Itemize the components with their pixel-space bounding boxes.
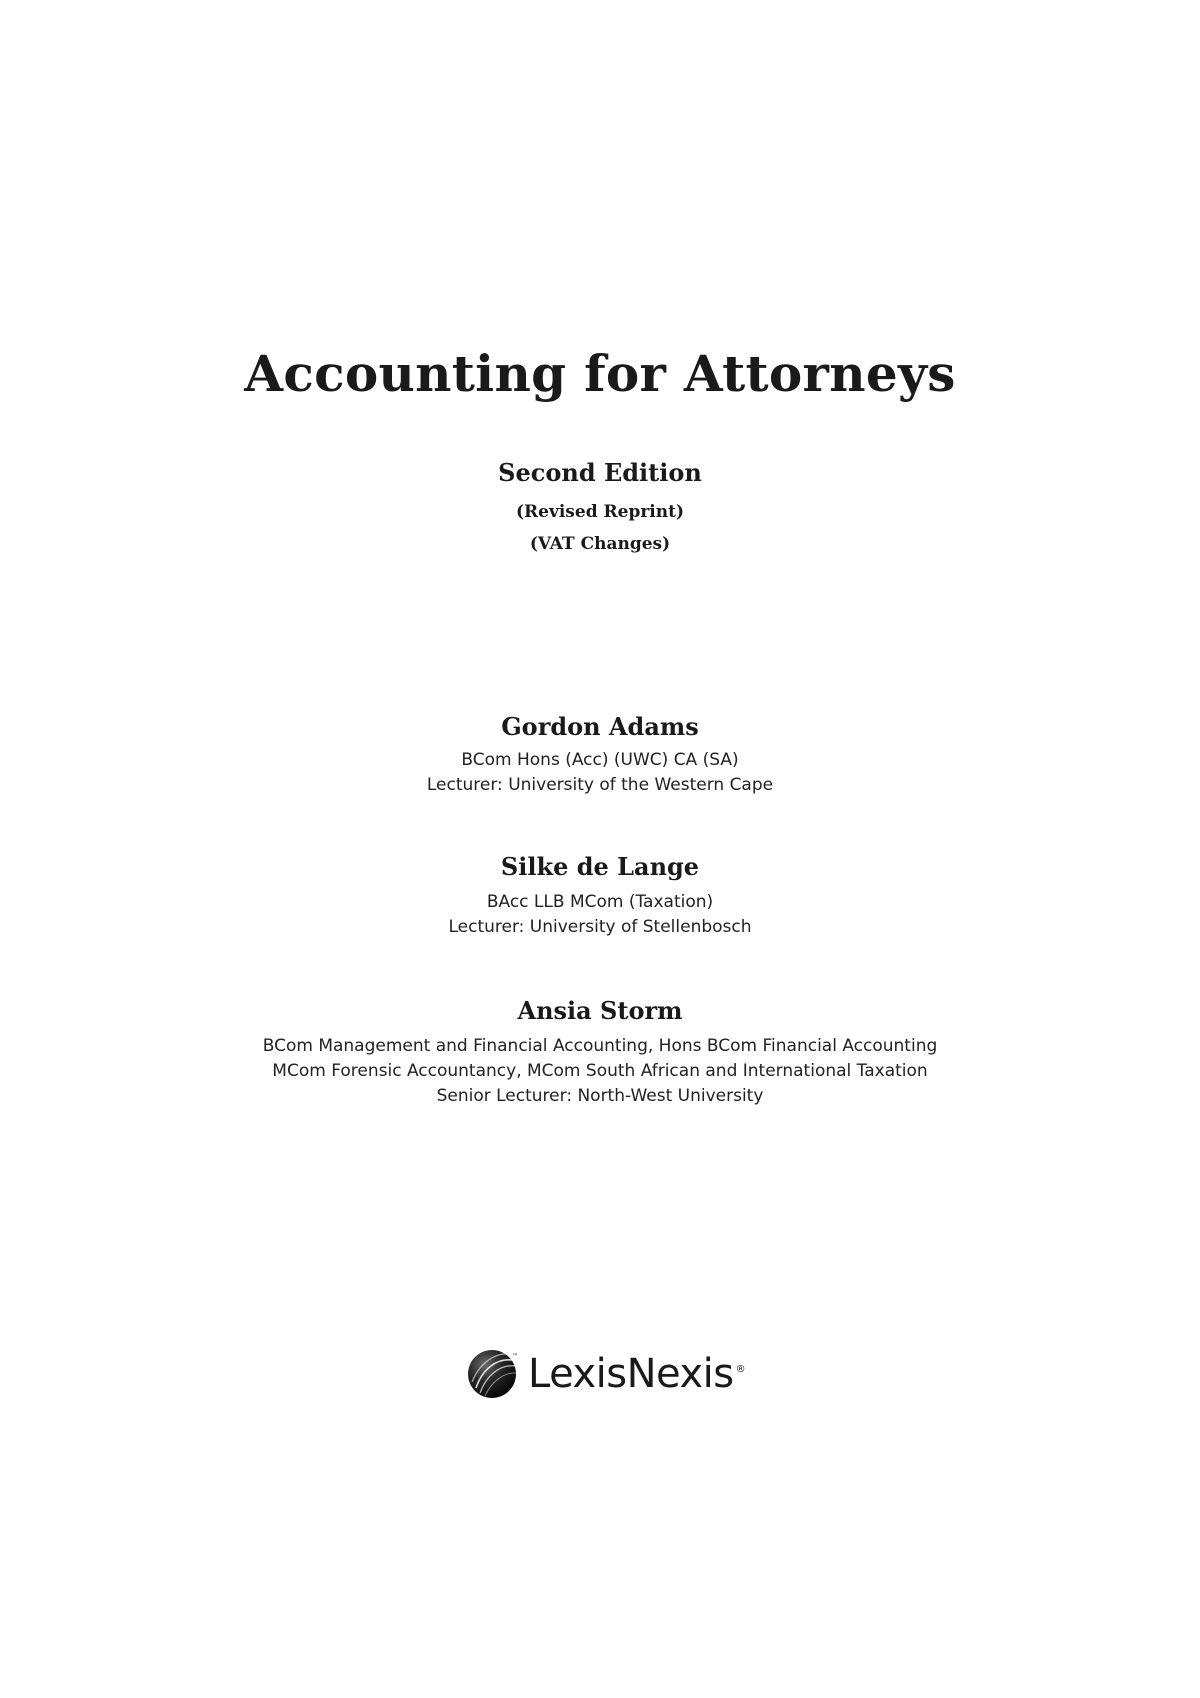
edition-label: Second Edition <box>498 458 702 487</box>
author-qualifications: BCom Management and Financial Accounting, Hons BCom Financial Accounting <box>262 1036 938 1056</box>
reprint-note: (Revised Reprint) <box>515 502 685 522</box>
vat-note: (VAT Changes) <box>529 534 671 554</box>
registered-mark: ® <box>735 1364 746 1375</box>
author-position: Lecturer: University of Stellenbosch <box>448 917 752 937</box>
author-position: Lecturer: University of the Western Cape <box>426 775 774 795</box>
author-name: Ansia Storm <box>517 996 683 1025</box>
publisher-logo <box>466 1346 746 1402</box>
lexisnexis-globe-icon <box>466 1348 518 1400</box>
author-qualifications: BCom Hons (Acc) (UWC) CA (SA) <box>461 750 739 770</box>
author-qualifications: BAcc LLB MCom (Taxation) <box>486 892 714 912</box>
svg-text:™: ™ <box>512 1353 518 1360</box>
book-title: Accounting for Attorneys <box>244 344 956 403</box>
author-qualifications: MCom Forensic Accountancy, MCom South African and International Taxation <box>272 1061 928 1081</box>
publisher-name: LexisNexis <box>528 1351 734 1397</box>
author-name: Gordon Adams <box>501 712 699 741</box>
author-position: Senior Lecturer: North-West University <box>436 1086 764 1106</box>
author-name: Silke de Lange <box>500 852 700 881</box>
